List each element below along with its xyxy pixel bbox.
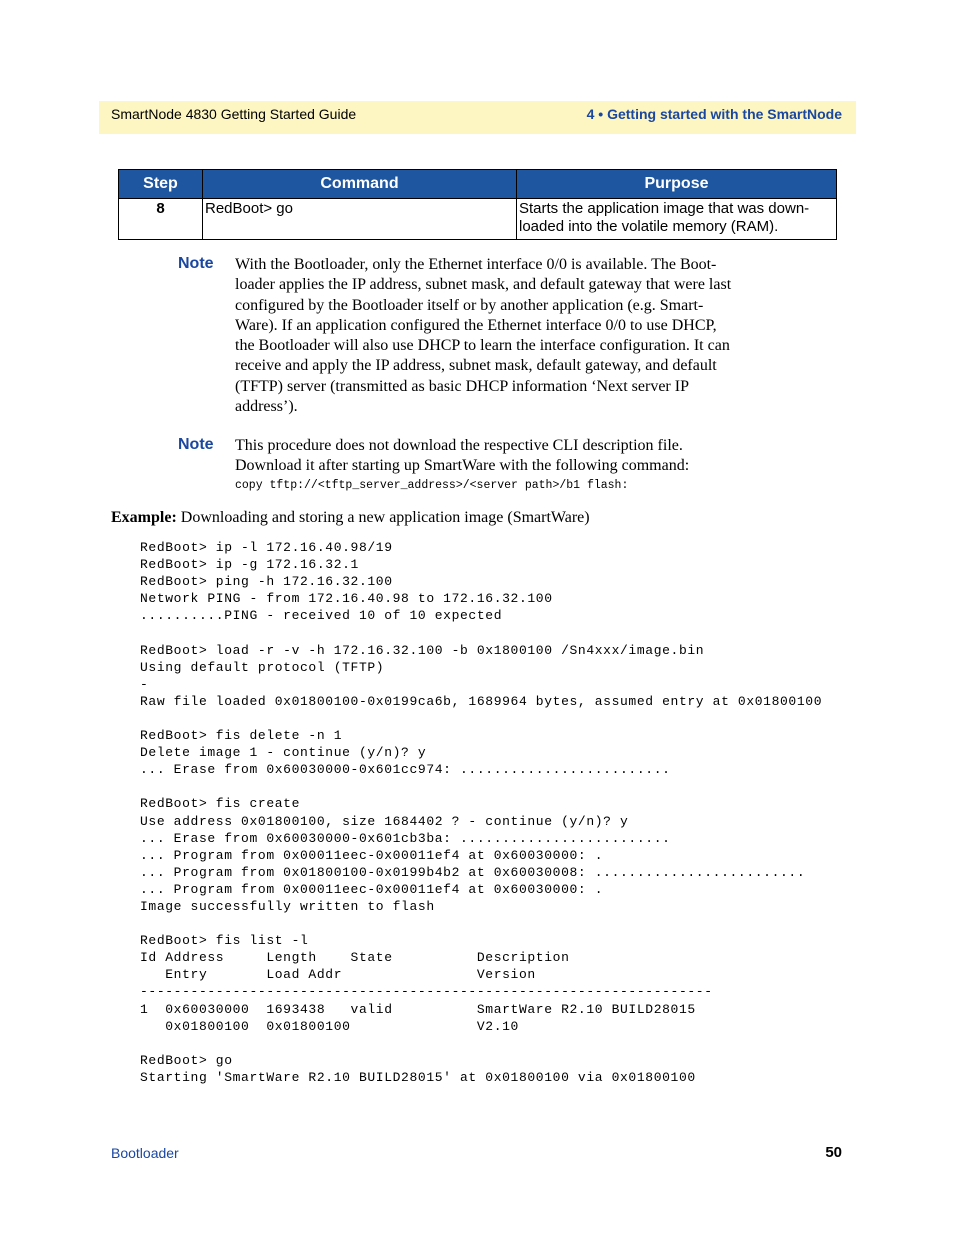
example-label: Example: bbox=[111, 509, 177, 526]
document-title: SmartNode 4830 Getting Started Guide bbox=[111, 106, 357, 122]
note-label: Note bbox=[178, 255, 214, 272]
purpose-cell: Starts the application image that was down-loaded into the volatile memory (RAM). bbox=[517, 199, 837, 240]
step-cell: 8 bbox=[119, 199, 203, 240]
note-text: With the Bootloader, only the Ethernet interface 0/0 is available. The Boot-loader applies the IP address, subnet mask, and default gateway that were last configured by the Bootloader itself or by another application (e.g. Smart-Ware). If an application configured the Ethernet interface 0/0 to use DHCP, the Bootloader will also use DHCP to learn the interface configuration. It can receive and apply the IP address, subnet mask, default gateway, and default (TFTP) server (transmitted as basic DHCP information ‘Next server IP address’). bbox=[235, 256, 732, 416]
note-body bbox=[235, 436, 740, 494]
table-row bbox=[119, 199, 837, 240]
note-command: copy tftp://<tftp_server_address>/<server path>/b1 flash: bbox=[235, 478, 629, 492]
column-header-step: Step bbox=[119, 170, 203, 199]
example-text: Downloading and storing a new application image (SmartWare) bbox=[180, 509, 590, 526]
chapter-title: 4 • Getting started with the SmartNode bbox=[586, 106, 842, 122]
footer-section: Bootloader bbox=[111, 1145, 179, 1161]
note-text: This procedure does not download the respective CLI description file. Download it after starting up SmartWare with the following command: bbox=[235, 437, 690, 475]
code-listing: RedBoot> ip -l 172.16.40.98/19 RedBoot> ip -g 172.16.32.1 RedBoot> ping -h 172.16.32.100 Network PING - from 172.16.40.98 to 172.16.32.100 ..........PING - received 10 of 10 expected RedBoot> load -r -v -h 172.16.32.100 -b 0x1800100 /Sn4xxx/image.bin Using default protocol (TFTP) - Raw file loaded 0x01800100-0x0199ca6b, 1689964 bytes, assumed entry at 0x01800100 RedBoot> fis delete -n 1 Delete image 1 - continue (y/n)? y ... Erase from 0x60030000-0x601cc974: ......................... RedBoot> fis create Use address 0x01800100, size 1684402 ? - continue (y/n)? y ... Erase from 0x60030000-0x601cb3ba: ......................... ... Program from 0x00011eec-0x00011ef4 at 0x60030000: . ... Program from 0x01800100-0x0199b4b2 at 0x60030008: ......................... ... Program from 0x00011eec-0x00011ef4 at 0x60030000: . Image successfully written to flash RedBoot> fis list -l Id Address Length State Description Entry Load Addr Version -------------------------------------------------------------------- 1 0x60030000 1693438 valid SmartWare R2.10 BUILD28015 0x01800100 0x01800100 V2.10 RedBoot> go Starting 'SmartWare R2.10 BUILD28015' at 0x01800100 via 0x01800100 bbox=[140, 540, 823, 1085]
note-label: Note bbox=[178, 436, 214, 453]
column-header-command: Command bbox=[203, 170, 517, 199]
table-header-row bbox=[119, 170, 837, 199]
example-caption bbox=[111, 509, 590, 527]
command-cell: RedBoot> go bbox=[203, 199, 517, 240]
page-number: 50 bbox=[825, 1144, 842, 1161]
steps-table bbox=[118, 169, 837, 240]
column-header-purpose: Purpose bbox=[517, 170, 837, 199]
